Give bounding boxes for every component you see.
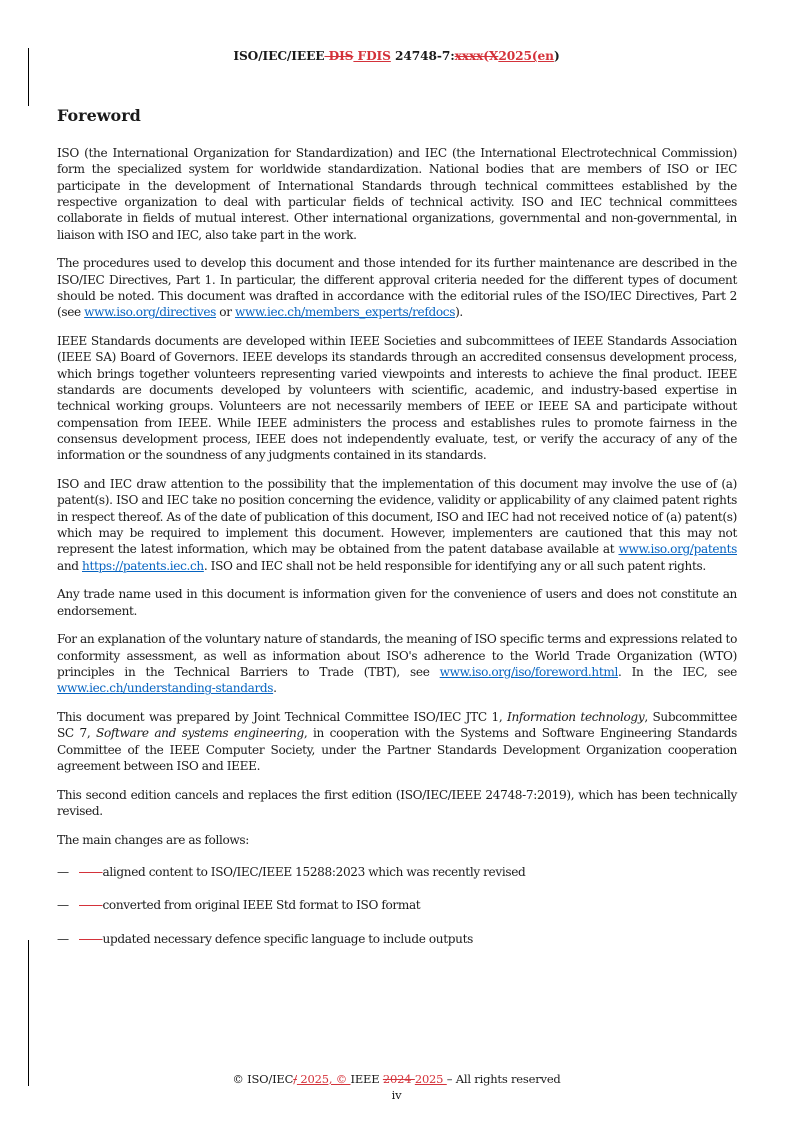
- deleted-slash: /: [293, 1072, 297, 1086]
- paragraph-text: .: [273, 681, 277, 696]
- paragraph-text: and: [57, 558, 82, 573]
- subcommittee-title: Software and systems engineering: [96, 726, 304, 741]
- foreword-body: [57, 145, 737, 964]
- page-number: iv: [391, 1088, 402, 1102]
- paragraph-voluntary-nature: [57, 631, 737, 696]
- list-dash: —: [57, 865, 69, 880]
- page-footer: [0, 1071, 793, 1103]
- changes-list: [57, 864, 737, 947]
- list-item-text: converted from original IEEE Std format to ISO format: [102, 898, 421, 913]
- change-bar-bottom: [28, 940, 29, 1086]
- header-suffix: ): [553, 49, 560, 63]
- inserted-year: 2025, ©: [296, 1072, 351, 1086]
- list-item: [57, 931, 737, 947]
- paragraph-edition: This second edition cancels and replaces the first edition (ISO/IEC/IEEE 24748-7:2019), which has been technically revised.: [57, 787, 737, 819]
- section-heading: Foreword: [57, 106, 141, 125]
- paragraph-text: This document was prepared by Joint Technical Committee ISO/IEC JTC 1,: [57, 710, 508, 725]
- paragraph-prepared-by: [57, 709, 737, 774]
- paragraph-ieee: IEEE Standards documents are developed within IEEE Societies and subcommittees of IEEE Standards Association (IEEE SA) Board of Governors. IEEE develops its standards through an accredited consensus development process, which brings together volunteers representing varied viewpoints and interests to achieve the final product. IEEE standards are documents developed by volunteers with scientific, academic, and industry-based expertise in technical working groups. Volunteers are not necessarily members of IEEE or IEEE SA and participate without compensation from IEEE. While IEEE administers the process and establishes rules to promote fairness in the consensus development process, IEEE does not independently evaluate, test, or verify the accuracy of any of the information or the soundness of any judgments contained in its standards.: [57, 334, 737, 463]
- list-item: [57, 897, 737, 913]
- committee-title: Information technology: [507, 710, 645, 725]
- deleted-year: xxxx(X: [454, 49, 499, 63]
- inserted-stage: FDIS: [353, 49, 391, 63]
- link-iec-understanding-standards[interactable]: www.iec.ch/understanding-standards: [57, 681, 274, 696]
- paragraph-trade-name: Any trade name used in this document is information given for the convenience of users and does not constitute an endorsement.: [57, 587, 737, 618]
- deleted-dash: ——: [79, 865, 103, 880]
- paragraph-iso-iec: ISO (the International Organization for Standardization) and IEC (the International Electrotechnical Commission) form the specialized system for worldwide standardization. National bodies that are members of ISO or IEC participate in the development of International Standards through technical committees established by the respective organization to deal with particular fields of technical activity. ISO and IEC technical committees collaborate in fields of mutual interest. Other international organizations, governmental and non-governmental, in liaison with ISO and IEC, also take part in the work.: [57, 146, 737, 242]
- paragraph-text: , in cooperation with the Systems and Software Engineering Standards Committee of the IEEE Computer Society, under the Partner Standards Development Organization cooperation agreement between ISO and IEEE.: [57, 726, 738, 774]
- list-item: [57, 864, 737, 880]
- paragraph-text: ISO and IEC draw attention to the possibility that the implementation of this document may involve the use of (a) patent(s). ISO and IEC take no position concerning the evidence, validity or applicability of any claimed patent rights in respect thereof. As of the date of publication of this document, ISO and IEC had not received notice of (a) patent(s) which may be required to implement this document. However, implementers are cautioned that this may not represent the latest information, which may be obtained from the patent database available at: [57, 477, 737, 557]
- deleted-dash: ——: [79, 931, 103, 946]
- paragraph-text: For an explanation of the voluntary nature of standards, the meaning of ISO specific terms and expressions related to conformity assessment, as well as information about ISO's adherence to the World Trade Organization (WTO) principles in the Technical Barriers to Trade (TBT), see: [57, 632, 737, 680]
- list-item-text: updated necessary defence specific language to include outputs: [102, 931, 473, 946]
- copyright-prefix: © ISO/IEC: [232, 1072, 294, 1086]
- deleted-dash: ——: [79, 898, 103, 913]
- paragraph-procedures: [57, 255, 737, 320]
- header-prefix: ISO/IEC/IEEE: [233, 49, 325, 63]
- deleted-stage: DIS: [324, 49, 354, 63]
- link-iec-refdocs[interactable]: www.iec.ch/members_experts/refdocs: [234, 305, 456, 320]
- paragraph-text: or: [216, 305, 235, 320]
- link-iso-foreword[interactable]: www.iso.org/iso/foreword.html: [439, 665, 618, 680]
- inserted-year: 2025: [414, 1072, 447, 1086]
- link-iso-patents[interactable]: www.iso.org/patents: [618, 542, 737, 557]
- paragraph-patents: [57, 476, 737, 574]
- list-dash: —: [57, 931, 69, 946]
- copyright-line: [0, 1071, 793, 1087]
- list-dash: —: [57, 898, 69, 913]
- paragraph-text: ).: [455, 305, 463, 320]
- link-iec-patents[interactable]: https://patents.iec.ch: [82, 558, 204, 573]
- copyright-suffix: – All rights reserved: [446, 1072, 561, 1086]
- paragraph-main-changes: The main changes are as follows:: [57, 832, 250, 847]
- paragraph-text: The procedures used to develop this document and those intended for its further maintenance are described in the ISO/IEC Directives, Part 1. In particular, the different approval criteria needed for the different types of document should be noted. This document was drafted in accordance with the editorial rules of the ISO/IEC Directives, Part 2 (see: [57, 256, 737, 320]
- document-header: [0, 49, 793, 63]
- header-number: 24748-7:: [390, 49, 455, 63]
- paragraph-text: . ISO and IEC shall not be held responsible for identifying any or all such patent rights.: [203, 558, 706, 573]
- link-iso-directives[interactable]: www.iso.org/directives: [84, 305, 217, 320]
- copyright-ieee: IEEE: [350, 1072, 383, 1086]
- inserted-year: 2025(en: [498, 49, 554, 63]
- paragraph-text: . In the IEC, see: [617, 665, 737, 680]
- paragraph-text: , Subcommittee SC 7,: [57, 710, 738, 741]
- deleted-year: 2024: [382, 1072, 415, 1086]
- list-item-text: aligned content to ISO/IEC/IEEE 15288:2023 which was recently revised: [102, 865, 526, 880]
